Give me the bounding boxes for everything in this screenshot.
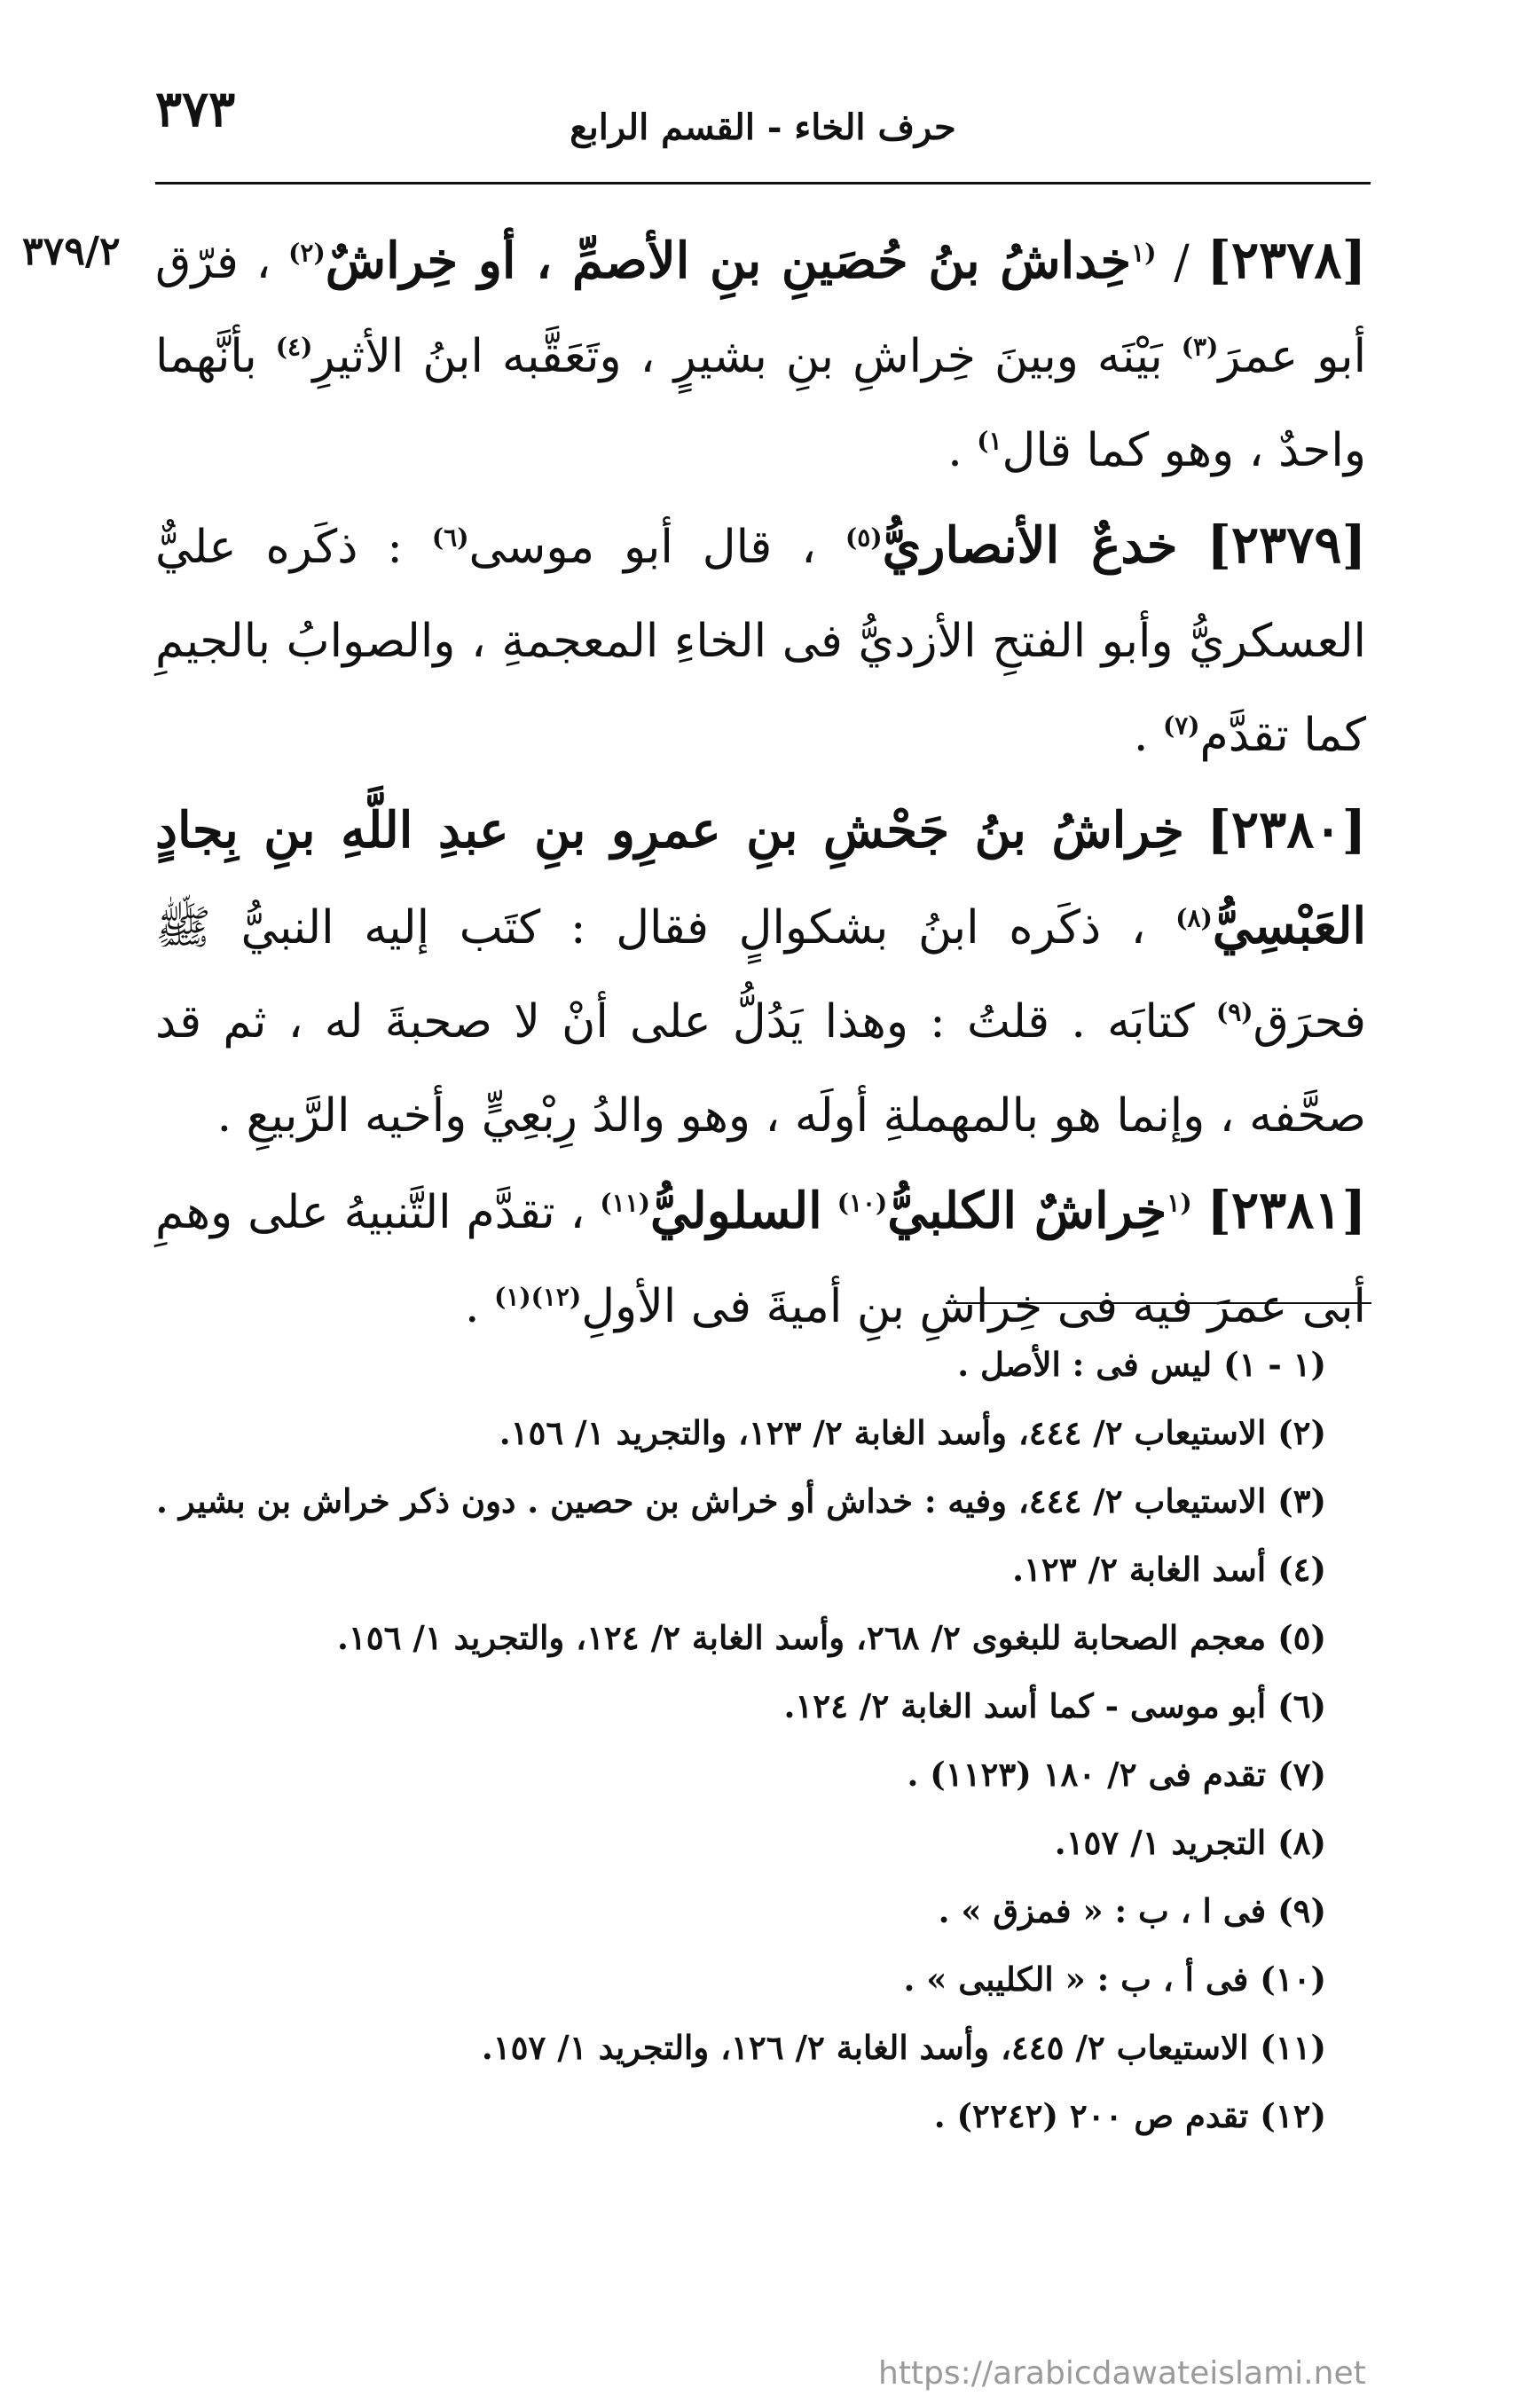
footnote-mark: (٤) <box>275 332 313 362</box>
entry-text: ، ذكَره ابنُ بشكوالٍ فقال : كتَب إليه النبيُّ ﷺ فحرَق <box>155 901 1366 1049</box>
entry-text: كتابَه . قلتُ : وهذا يَدُلُّ على أنْ لا صحبةَ له ، ثم قد صحَّفه ، وإنما هو بالمهملةِ أولَه ، وهو والدُ رِبْعِيٍّ وأخيه الرَّبيعِ . <box>155 995 1366 1143</box>
footnote-mark: (٨) <box>1175 903 1213 933</box>
entry-2378 <box>155 213 1366 498</box>
entry-text: ، تقدَّم التَّنبيهُ على وهمِ أبى عمرَ فيه فى خِراشِ بنِ أميةَ فى الأولِ <box>155 1186 1366 1333</box>
entry-name-alt: السلوليُّ <box>649 1182 822 1240</box>
footnote-mark: (٧) <box>1162 711 1200 741</box>
footnote: (١١) الاستيعاب ٢/ ٤٤٥، وأسد الغابة ٢/ ١٢٦، والتجريد ١/ ١٥٧. <box>481 2028 1326 2067</box>
page-break-slash: / <box>1174 236 1190 289</box>
footnote-separator <box>946 1302 1371 1304</box>
entry-2381 <box>155 1163 1366 1354</box>
footnote-mark: ١) <box>977 426 1002 456</box>
entry-name: خِراشٌ الكلبيُّ <box>887 1182 1167 1240</box>
footnote-mark: (٢) <box>288 238 326 268</box>
footnote-mark: (١١) <box>600 1188 650 1218</box>
footnote: (٤) أسد الغابة ٢/ ١٢٣. <box>1012 1550 1326 1589</box>
footnote-mark: (٦) <box>431 522 469 553</box>
entry-number: [٢٣٨١] <box>1206 1180 1367 1240</box>
footnote: (٥) معجم الصحابة للبغوى ٢/ ٢٦٨، وأسد الغابة ٢/ ١٢٤، والتجريد ١/ ١٥٦. <box>336 1618 1326 1657</box>
running-title: حرف الخاء - القسم الرابع <box>570 106 956 148</box>
entry-text: بَيْنَه وبينَ خِراشِ بنِ بشيرٍ ، وتَعَقَّبه ابنُ الأثيرِ <box>312 330 1163 383</box>
entry-name: خِراشُ بنُ جَحْشِ بنِ عمرِو بنِ عبدِ اللَّهِ بنِ بِجادٍ العَبْسِيُّ <box>155 801 1367 955</box>
footnote-mark: (١٢)(١) <box>494 1282 582 1312</box>
entry-text: ، فرّق أبو عمرَ <box>155 236 1367 383</box>
entry-text: . <box>1133 709 1149 762</box>
entry-name: خدعٌ الأنصاريُّ <box>882 516 1178 575</box>
footnote-mark: (١ <box>1131 238 1157 268</box>
footnote: (٧) تقدم فى ٢/ ١٨٠ (١١٢٣) . <box>907 1755 1326 1794</box>
entry-number: [٢٣٨٠] <box>1206 799 1367 860</box>
footnote-mark: (٣) <box>1181 332 1219 362</box>
margin-volume-reference: ٣٧٩/٢ <box>22 229 121 274</box>
footnote: (٣) الاستيعاب ٢/ ٤٤٤، وفيه : خداش أو خراش بن حصين . دون ذكر خراش بن بشير . <box>156 1481 1326 1520</box>
entry-name: خِداشُ بنُ حُصَينِ بنِ الأصمِّ ، أو خِراشٌ <box>325 232 1132 290</box>
footnote: (١٠) فى أ ، ب : « الكليبى » . <box>903 1960 1326 1999</box>
footnote-mark: (٥) <box>845 522 883 553</box>
main-text <box>155 213 1366 1354</box>
entry-number: [٢٣٧٨] <box>1206 230 1367 290</box>
footnote: (١ - ١) ليس فى : الأصل . <box>957 1345 1326 1384</box>
entry-2379 <box>155 498 1366 782</box>
footnote-mark: (٩) <box>1215 997 1253 1027</box>
footnote-mark: (١ <box>1167 1188 1192 1218</box>
entry-number: [٢٣٧٩] <box>1206 515 1367 575</box>
footnote: (٨) التجريد ١/ ١٥٧. <box>1054 1823 1326 1862</box>
footnote: (٩) فى ا ، ب : « فمزق » . <box>938 1891 1326 1930</box>
entry-2380 <box>155 782 1366 1163</box>
entry-text: . <box>465 1280 480 1333</box>
page-header <box>155 75 1371 173</box>
entry-text: . <box>947 424 962 477</box>
footnote: (٢) الاستيعاب ٢/ ٤٤٤، وأسد الغابة ٢/ ١٢٣، والتجريد ١/ ١٥٦. <box>499 1413 1326 1452</box>
entry-text: بأنَّهما واحدٌ ، وهو كما قال <box>155 330 1366 477</box>
footnote: (٦) أبو موسى - كما أسد الغابة ٢/ ١٢٤. <box>783 1686 1326 1725</box>
footnote: (١٢) تقدم ص ٢٠٠ (٢٢٤٢) . <box>933 2096 1326 2135</box>
footnotes <box>155 1331 1366 2150</box>
watermark-url: https://arabicdawateislami.net <box>878 2355 1366 2392</box>
entry-text: ، قال أبو موسى <box>468 521 817 574</box>
entry-text: : ذكَره عليٌّ العسكريُّ وأبو الفتحِ الأزديُّ فى الخاءِ المعجمةِ ، والصوابُ بالجيمِ كما تقدَّم <box>155 521 1366 762</box>
footnote-mark: (١٠) <box>837 1188 888 1218</box>
header-rule <box>155 182 1371 185</box>
page-number: ٣٧٣ <box>155 80 236 138</box>
